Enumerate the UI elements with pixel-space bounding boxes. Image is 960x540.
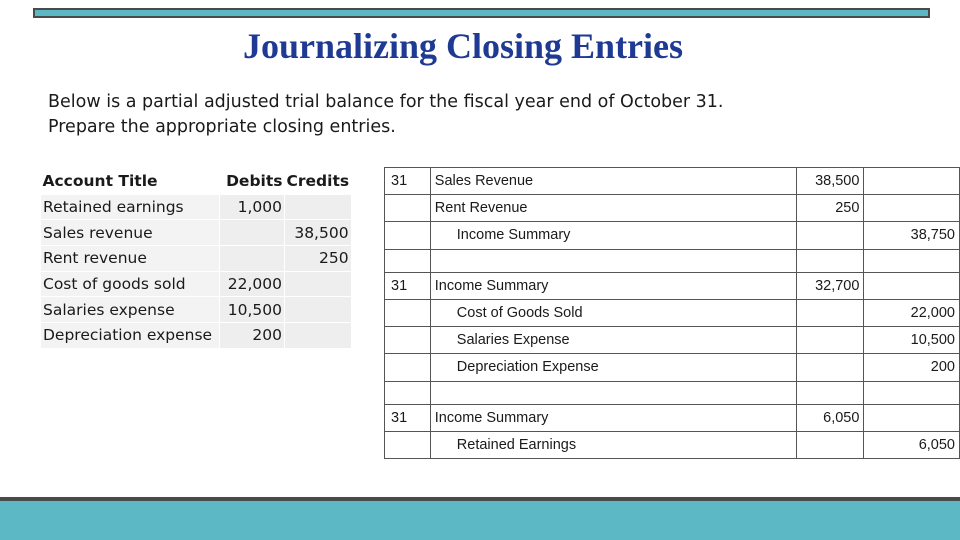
journal-date: 31 <box>385 272 431 300</box>
journal-blank-row <box>385 249 960 272</box>
journal-row <box>385 300 960 327</box>
journal-credit-account-label: Salaries Expense <box>456 332 570 348</box>
journal-account: Sales Revenue <box>430 168 796 195</box>
account-cell: Rent revenue <box>41 246 220 272</box>
journal-debit: 6,050 <box>796 404 864 432</box>
intro-text <box>48 90 808 140</box>
journal-account: Rent Revenue <box>430 195 796 222</box>
journal-row <box>385 168 960 195</box>
journal-account: Income Summary <box>430 404 796 432</box>
journal-credit: 6,050 <box>864 432 960 459</box>
journal-account <box>430 354 796 382</box>
credit-cell <box>285 271 352 297</box>
journal-credit-account-label: Depreciation Expense <box>456 359 599 376</box>
credit-cell <box>285 297 352 323</box>
trial-balance-header <box>41 169 352 194</box>
journal-debit <box>796 354 864 382</box>
account-cell: Depreciation expense <box>41 323 220 349</box>
credit-cell <box>285 194 352 220</box>
journal-credit <box>864 195 960 222</box>
journal-debit <box>796 432 864 459</box>
journal-credit: 38,750 <box>864 222 960 250</box>
journal-row <box>385 327 960 354</box>
journal-row <box>385 432 960 459</box>
journal-date <box>385 327 431 354</box>
journal-date: 31 <box>385 168 431 195</box>
table-row <box>41 194 352 220</box>
journal-credit-account-label: Income Summary <box>456 227 571 244</box>
table-row <box>41 246 352 272</box>
journal-debit <box>796 327 864 354</box>
table-row <box>41 323 352 349</box>
journal-date <box>385 300 431 327</box>
trial-balance-table <box>40 169 352 349</box>
journal-date <box>385 195 431 222</box>
journal-debit: 38,500 <box>796 168 864 195</box>
debit-cell: 1,000 <box>220 194 285 220</box>
intro-line-2: Prepare the appropriate closing entries. <box>48 117 396 137</box>
journal-debit <box>796 222 864 250</box>
journal-account <box>430 327 796 354</box>
credit-cell <box>285 323 352 349</box>
credit-cell: 38,500 <box>285 220 352 246</box>
journal-credit-account-label: Cost of Goods Sold <box>456 305 583 321</box>
account-cell: Salaries expense <box>41 297 220 323</box>
journal-row <box>385 222 960 250</box>
header-credits: Credits <box>286 172 350 191</box>
journal-credit: 200 <box>864 354 960 382</box>
journal-row <box>385 404 960 432</box>
account-cell: Sales revenue <box>41 220 220 246</box>
journal-credit-account-label: Retained Earnings <box>456 437 577 453</box>
journal-row <box>385 272 960 300</box>
credit-cell: 250 <box>285 246 352 272</box>
journal-account <box>430 300 796 327</box>
journal-date: 31 <box>385 404 431 432</box>
debit-cell: 22,000 <box>220 271 285 297</box>
journal-date <box>385 354 431 382</box>
journal-debit <box>796 300 864 327</box>
debit-cell: 200 <box>220 323 285 349</box>
journal-debit: 250 <box>796 195 864 222</box>
debit-cell: 10,500 <box>220 297 285 323</box>
bottom-accent-band <box>0 497 960 540</box>
account-cell: Retained earnings <box>41 194 220 220</box>
debit-cell <box>220 220 285 246</box>
top-accent-bar <box>33 8 930 18</box>
journal-account <box>430 222 796 250</box>
slide-title: Journalizing Closing Entries <box>242 26 684 66</box>
closing-entries-journal <box>384 167 960 459</box>
journal-credit: 22,000 <box>864 300 960 327</box>
journal-credit <box>864 404 960 432</box>
debit-cell <box>220 246 285 272</box>
journal-row <box>385 195 960 222</box>
journal-date <box>385 222 431 250</box>
journal-debit: 32,700 <box>796 272 864 300</box>
header-debits: Debits <box>226 172 283 191</box>
journal-date <box>385 432 431 459</box>
journal-credit <box>864 272 960 300</box>
journal-account <box>430 432 796 459</box>
journal-row <box>385 354 960 382</box>
table-row <box>41 220 352 246</box>
intro-line-1: Below is a partial adjusted trial balance for the fiscal year end of October 31. <box>48 92 724 112</box>
journal-account: Income Summary <box>430 272 796 300</box>
journal-blank-row <box>385 381 960 404</box>
header-account-title: Account Title <box>42 172 158 191</box>
table-row <box>41 271 352 297</box>
journal-credit <box>864 168 960 195</box>
journal-credit: 10,500 <box>864 327 960 354</box>
table-row <box>41 297 352 323</box>
account-cell: Cost of goods sold <box>41 271 220 297</box>
